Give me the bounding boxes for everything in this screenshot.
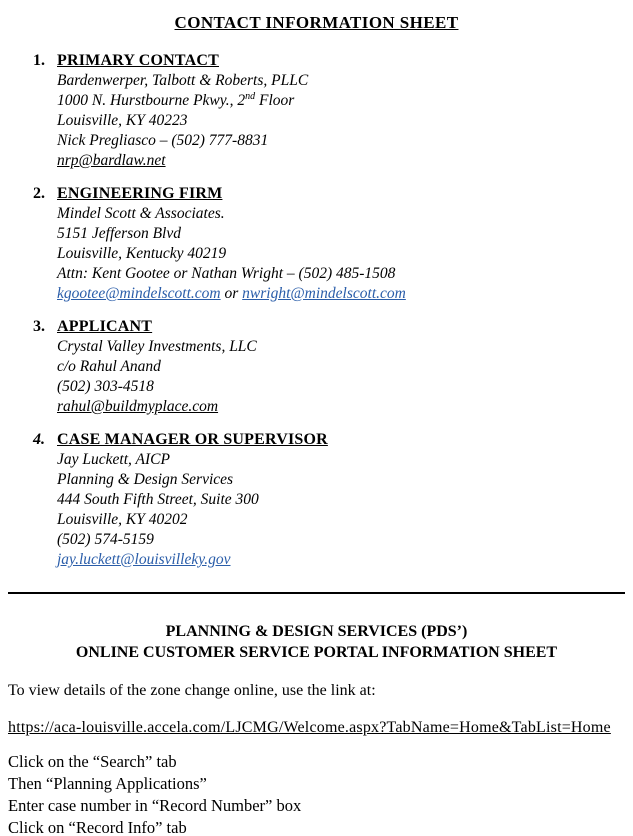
city-line: Louisville, KY 40223 [57,112,188,129]
section-heading: CASE MANAGER OR SUPERVISOR [57,431,328,448]
section-heading: ENGINEERING FIRM [57,185,223,202]
instruction-record-info: Click on “Record Info” tab [8,818,187,836]
contacts-list [8,51,625,570]
email-line [57,397,625,417]
email-line [57,284,625,304]
contact-line: c/o Rahul Anand [57,358,161,375]
section-number: 4. [33,431,45,448]
section-number: 3. [33,318,45,335]
instruction-search-tab: Click on the “Search” tab [8,752,177,771]
section-number: 1. [33,52,45,69]
city-line: Louisville, Kentucky 40219 [57,245,227,262]
org-line: Planning & Design Services [57,471,234,488]
portal-heading-line-2: ONLINE CUSTOMER SERVICE PORTAL INFORMATION SHEET [75,644,558,661]
address-text-tail: Floor [255,92,295,109]
email-line [57,550,625,570]
email-link-kgootee[interactable]: kgootee@mindelscott.com [57,285,221,302]
email-link[interactable]: jay.luckett@louisvilleky.gov [57,551,231,568]
firm-line: Crystal Valley Investments, LLC [57,338,257,355]
phone-line: (502) 574-5159 [57,531,154,548]
portal-info-section [8,621,625,836]
section-primary-contact [33,51,625,171]
phone-line: (502) 303-4518 [57,378,154,395]
address-line [57,91,625,111]
section-heading: APPLICANT [57,318,153,335]
email-line [57,151,625,171]
section-heading: PRIMARY CONTACT [57,52,219,69]
phone-line: Attn: Kent Gootee or Nathan Wright – (502) 485-1508 [57,265,396,282]
portal-intro-text: To view details of the zone change online, use the link at: [8,682,376,699]
ordinal-superscript: nd [245,90,256,102]
email-link[interactable]: nrp@bardlaw.net [57,152,166,169]
address-line: 5151 Jefferson Blvd [57,225,181,242]
page-title: CONTACT INFORMATION SHEET [174,13,459,32]
section-engineering-firm [33,184,625,304]
firm-line: Bardenwerper, Talbott & Roberts, PLLC [57,72,309,89]
section-number: 2. [33,185,45,202]
firm-line: Mindel Scott & Associates. [57,205,225,222]
city-line: Louisville, KY 40202 [57,511,188,528]
section-case-manager [33,430,625,570]
address-text: 1000 N. Hurstbourne Pkwy., 2 [57,92,246,109]
email-separator: or [220,285,243,302]
instruction-record-number: Enter case number in “Record Number” box [8,796,302,815]
name-line: Jay Luckett, AICP [57,451,170,468]
portal-url-line [8,718,625,738]
portal-heading [8,621,625,663]
portal-instructions [8,751,625,836]
email-link-nwright[interactable]: nwright@mindelscott.com [242,285,406,302]
portal-url-link[interactable]: https://aca-louisville.accela.com/LJCMG/Welcome.aspx?TabName=Home&TabList=Home [8,719,611,736]
email-link[interactable]: rahul@buildmyplace.com [57,398,219,415]
phone-line: Nick Pregliasco – (502) 777-8831 [57,132,269,149]
section-divider [8,592,625,594]
address-line: 444 South Fifth Street, Suite 300 [57,491,259,508]
section-applicant [33,317,625,417]
portal-heading-line-1: PLANNING & DESIGN SERVICES (PDS’) [165,623,468,640]
instruction-planning-applications: Then “Planning Applications” [8,774,207,793]
